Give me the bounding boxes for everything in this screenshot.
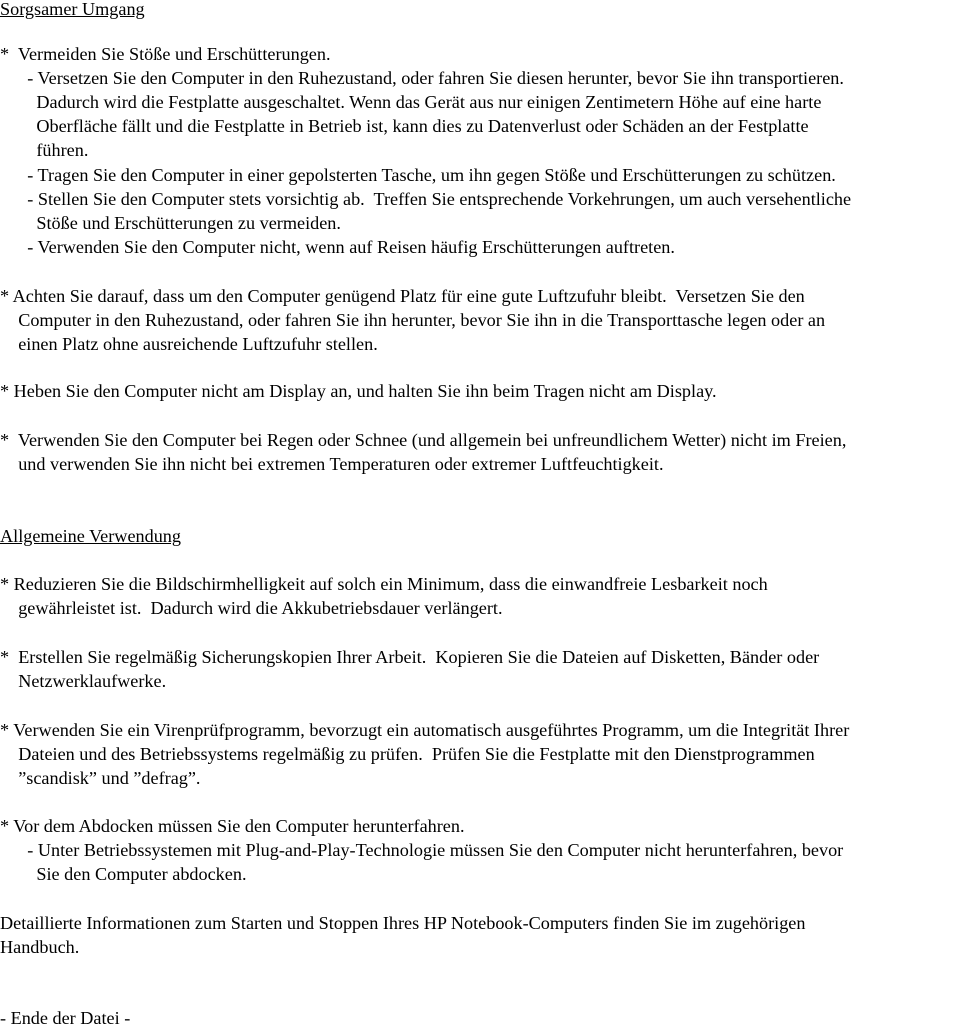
text-line: * Vor dem Abdocken müssen Sie den Computer herunterfahren. <box>0 816 465 836</box>
text-line: * Verwenden Sie ein Virenprüfprogramm, bevorzugt ein automatisch ausgeführtes Programm, um die Integrität Ihrer <box>0 720 850 740</box>
text-line: Stöße und Erschütterungen zu vermeiden. <box>0 213 341 233</box>
text-line: Sie den Computer abdocken. <box>0 864 247 884</box>
text-line: gewährleistet ist. Dadurch wird die Akkubetriebsdauer verlängert. <box>0 598 503 618</box>
section-heading-sorgsamer-umgang: Sorgsamer Umgang <box>0 0 145 19</box>
text-line: Detaillierte Informationen zum Starten und Stoppen Ihres HP Notebook-Computers finden Sie im zugehörigen <box>0 913 806 933</box>
text-line: * Reduzieren Sie die Bildschirmhelligkeit auf solch ein Minimum, dass die einwandfreie Lesbarkeit noch <box>0 574 768 594</box>
text-line: und verwenden Sie ihn nicht bei extremen Temperaturen oder extremer Luftfeuchtigkeit. <box>0 454 664 474</box>
text-line: einen Platz ohne ausreichende Luftzufuhr stellen. <box>0 334 378 354</box>
text-line: - Unter Betriebssystemen mit Plug-and-Play-Technologie müssen Sie den Computer nicht herunterfahren, bevor <box>0 840 844 860</box>
text-line: Dadurch wird die Festplatte ausgeschaltet. Wenn das Gerät aus nur einigen Zentimetern Höhe auf eine harte <box>0 92 822 112</box>
text-line: * Verwenden Sie den Computer bei Regen oder Schnee (und allgemein bei unfreundlichem Wetter) nicht im Freien, <box>0 430 847 450</box>
text-line: * Vermeiden Sie Stöße und Erschütterungen. <box>0 44 331 64</box>
text-line: - Stellen Sie den Computer stets vorsichtig ab. Treffen Sie entsprechende Vorkehrungen, um auch versehentliche <box>0 189 852 209</box>
text-line: - Versetzen Sie den Computer in den Ruhezustand, oder fahren Sie diesen herunter, bevor Sie ihn transportieren. <box>0 68 844 88</box>
text-line: Dateien und des Betriebssystems regelmäßig zu prüfen. Prüfen Sie die Festplatte mit den Dienstprogrammen <box>0 744 815 764</box>
text-line: ”scandisk” und ”defrag”. <box>0 768 201 788</box>
text-line: * Achten Sie darauf, dass um den Computer genügend Platz für eine gute Luftzufuhr bleibt. Versetzen Sie den <box>0 286 805 306</box>
text-line: Computer in den Ruhezustand, oder fahren Sie ihn herunter, bevor Sie ihn in die Transporttasche legen oder an <box>0 310 826 330</box>
text-line: Handbuch. <box>0 937 80 957</box>
section-heading-allgemeine-verwendung: Allgemeine Verwendung <box>0 526 181 546</box>
text-line: * Erstellen Sie regelmäßig Sicherungskopien Ihrer Arbeit. Kopieren Sie die Dateien auf Disketten, Bänder oder <box>0 647 820 667</box>
text-line: * Heben Sie den Computer nicht am Display an, und halten Sie ihn beim Tragen nicht am Display. <box>0 381 717 401</box>
text-line: führen. <box>0 140 89 160</box>
text-line: Netzwerklaufwerke. <box>0 671 167 691</box>
end-of-file-marker: - Ende der Datei - <box>0 1008 131 1028</box>
text-line: - Tragen Sie den Computer in einer gepolsterten Tasche, um ihn gegen Stöße und Erschütterungen zu schützen. <box>0 165 836 185</box>
text-line: Oberfläche fällt und die Festplatte in Betrieb ist, kann dies zu Datenverlust oder Schäden an der Festplatte <box>0 116 809 136</box>
text-line: - Verwenden Sie den Computer nicht, wenn auf Reisen häufig Erschütterungen auftreten. <box>0 237 675 257</box>
